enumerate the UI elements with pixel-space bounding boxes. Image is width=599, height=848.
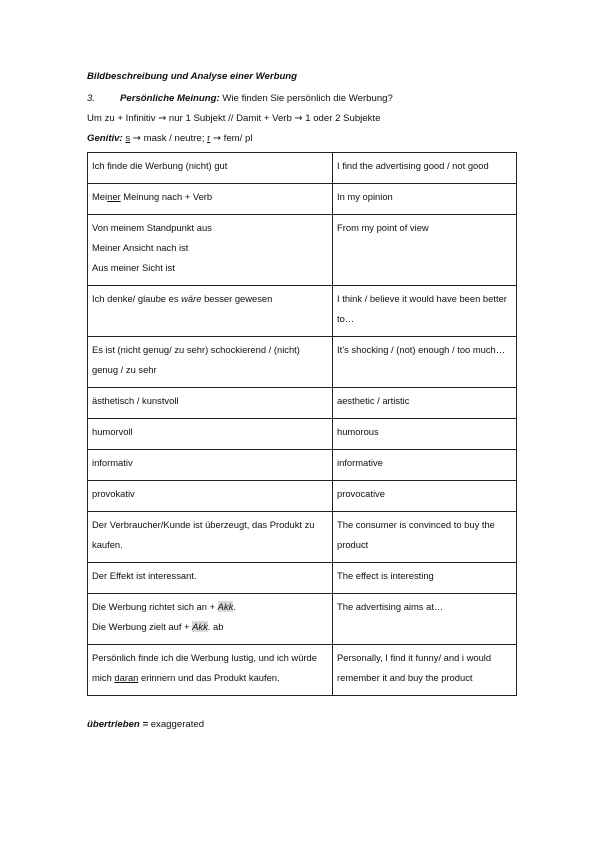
table-row — [88, 419, 517, 450]
section-title: Persönliche Meinung — [120, 93, 217, 104]
table-cell-en: The effect is interesting — [333, 563, 517, 594]
section-question: Wie finden Sie persönlich die Werbung? — [222, 93, 393, 104]
table-cell-en: aesthetic / artistic — [333, 388, 517, 419]
table-cell-en: The consumer is convinced to buy the product — [333, 512, 517, 563]
table-row — [88, 481, 517, 512]
table-cell-de: Es ist (nicht genug/ zu sehr) schockierend / (nicht) genug / zu sehr — [88, 337, 333, 388]
table-cell-en: Personally, I find it funny/ and i would remember it and buy the product — [333, 645, 517, 696]
table-row — [88, 153, 517, 184]
document-page — [87, 70, 517, 732]
arrow-right-icon: → — [212, 133, 221, 144]
table-cell-de: provokativ — [88, 481, 333, 512]
table-cell-de: Der Effekt ist interessant. — [88, 563, 333, 594]
table-row — [88, 388, 517, 419]
table-cell-de: Ich finde die Werbung (nicht) gut — [88, 153, 333, 184]
table-row — [88, 184, 517, 215]
table-row — [88, 563, 517, 594]
table-cell-de: Persönlich finde ich die Werbung lustig, und ich würde mich daran erinnern und das Produkt kaufen. — [88, 645, 333, 696]
table-cell-en: provocative — [333, 481, 517, 512]
document-title: Bildbeschreibung und Analyse einer Werbung — [87, 71, 298, 82]
table-cell-en: The advertising aims at… — [333, 594, 517, 645]
table-row — [88, 512, 517, 563]
table-cell-en: informative — [333, 450, 517, 481]
genitiv-label: Genitiv — [87, 133, 120, 144]
table-cell-de: Die Werbung richtet sich an + Akk. Die Werbung zielt auf + Akk. ab — [88, 594, 333, 645]
table-cell-de: Ich denke/ glaube es wäre besser gewesen — [88, 286, 333, 337]
footer-term: übertrieben = — [87, 719, 149, 730]
table-cell-de: Meiner Meinung nach + Verb — [88, 184, 333, 215]
table-row — [88, 450, 517, 481]
section-number: 3. — [87, 93, 96, 104]
arrow-right-icon: → — [158, 113, 167, 124]
genitiv-line: Genitiv: s → mask / neutre; r → fem/ pl — [87, 133, 253, 144]
table-cell-en: It’s shocking / (not) enough / too much… — [333, 337, 517, 388]
phrase-table — [87, 152, 517, 696]
table-row — [88, 594, 517, 645]
table-cell-de: Von meinem Standpunkt aus Meiner Ansicht nach ist Aus meiner Sicht ist — [88, 215, 333, 286]
table-cell-de: informativ — [88, 450, 333, 481]
footer-meaning: exaggerated — [150, 719, 205, 730]
table-cell-de: Der Verbraucher/Kunde ist überzeugt, das Produkt zu kaufen. — [88, 512, 333, 563]
um-zu-line: Um zu + Infinitiv → nur 1 Subjekt // Damit + Verb → 1 oder 2 Subjekte — [87, 113, 381, 124]
table-row — [88, 215, 517, 286]
table-row — [88, 337, 517, 388]
table-cell-de: humorvoll — [88, 419, 333, 450]
table-cell-en: From my point of view — [333, 215, 517, 286]
table-row — [88, 645, 517, 696]
arrow-right-icon: → — [294, 113, 303, 124]
table-cell-en: In my opinion — [333, 184, 517, 215]
footer-note — [87, 718, 517, 732]
table-row — [88, 286, 517, 337]
arrow-right-icon: → — [132, 133, 141, 144]
table-cell-en: humorous — [333, 419, 517, 450]
table-cell-en: I think / believe it would have been better to… — [333, 286, 517, 337]
table-cell-de: ästhetisch / kunstvoll — [88, 388, 333, 419]
table-cell-en: I find the advertising good / not good — [333, 153, 517, 184]
section-heading: 3. Persönliche Meinung: Wie finden Sie persönlich die Werbung? — [87, 93, 393, 104]
